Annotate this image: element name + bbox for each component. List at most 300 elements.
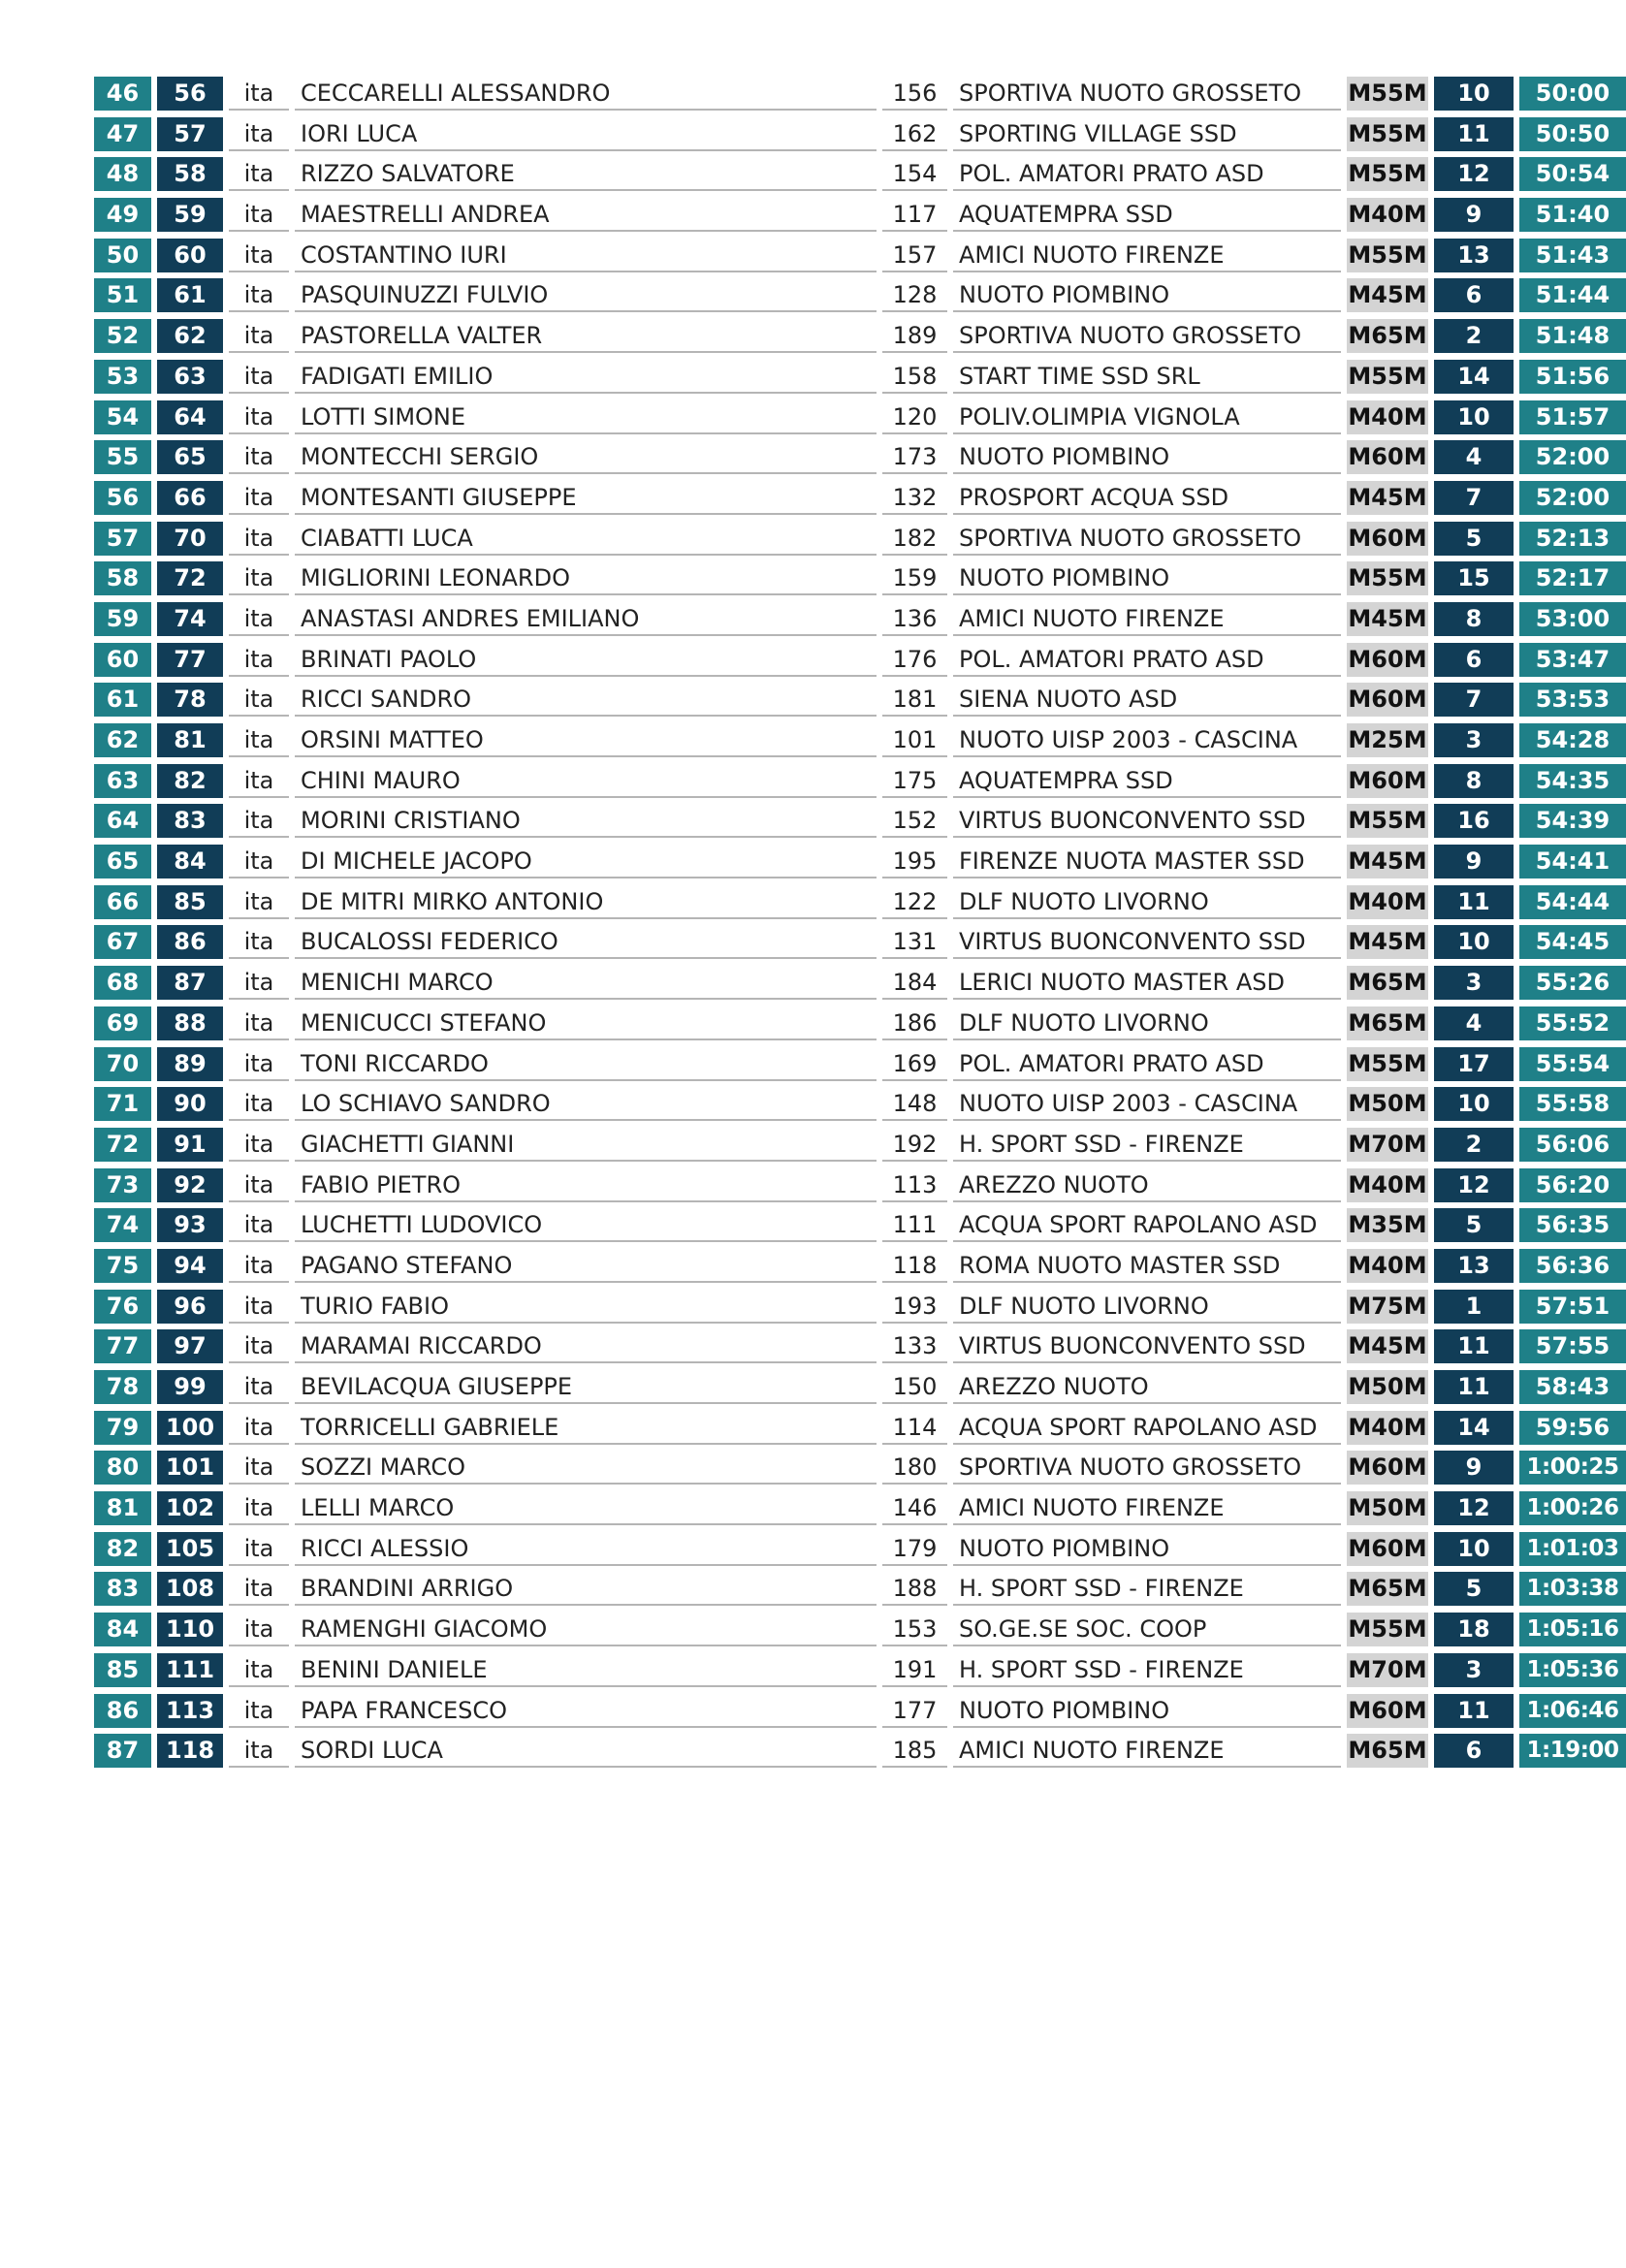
finish-time: 51:48 (1519, 319, 1626, 353)
athlete-name: BRANDINI ARRIGO (295, 1572, 877, 1606)
category: M65M (1347, 1572, 1428, 1606)
team-name: SPORTIVA NUOTO GROSSETO (953, 319, 1341, 353)
result-row (94, 599, 1610, 640)
athlete-name: IORI LUCA (295, 117, 877, 151)
category-position: 10 (1434, 1532, 1514, 1566)
result-row (94, 1610, 1619, 1650)
nationality: ita (229, 1613, 289, 1646)
result-row (94, 275, 1610, 316)
bib-number: 100 (157, 1411, 223, 1445)
category-position: 17 (1434, 1047, 1514, 1081)
finish-time: 50:54 (1519, 157, 1626, 191)
team-code: 158 (882, 360, 947, 394)
team-code: 113 (882, 1168, 947, 1202)
bib-number: 91 (157, 1128, 223, 1162)
category-position: 1 (1434, 1290, 1514, 1324)
category: M55M (1347, 561, 1428, 595)
nationality: ita (229, 1694, 289, 1728)
athlete-name: MARAMAI RICCARDO (295, 1329, 877, 1363)
category-position: 7 (1434, 481, 1514, 515)
finish-time: 56:35 (1519, 1208, 1626, 1242)
nationality: ita (229, 643, 289, 677)
athlete-name: MONTECCHI SERGIO (295, 440, 877, 474)
category: M65M (1347, 1734, 1428, 1768)
overall-position: 66 (94, 885, 151, 919)
team-code: 195 (882, 845, 947, 878)
bib-number: 105 (157, 1532, 223, 1566)
finish-time: 51:56 (1519, 360, 1626, 394)
team-code: 193 (882, 1290, 947, 1324)
finish-time: 56:06 (1519, 1128, 1626, 1162)
bib-number: 93 (157, 1208, 223, 1242)
team-code: 114 (882, 1411, 947, 1445)
category: M60M (1347, 440, 1428, 474)
category: M45M (1347, 481, 1428, 515)
bib-number: 59 (157, 198, 223, 232)
team-code: 188 (882, 1572, 947, 1606)
athlete-name: TURIO FABIO (295, 1290, 877, 1324)
overall-position: 85 (94, 1653, 151, 1687)
athlete-name: BUCALOSSI FEDERICO (295, 925, 877, 959)
category-position: 6 (1434, 643, 1514, 677)
result-row (94, 437, 1610, 478)
team-name: ACQUA SPORT RAPOLANO ASD (953, 1208, 1341, 1242)
bib-number: 88 (157, 1006, 223, 1040)
team-name: PROSPORT ACQUA SSD (953, 481, 1341, 515)
category-position: 10 (1434, 400, 1514, 434)
category-position: 13 (1434, 1249, 1514, 1283)
bib-number: 57 (157, 117, 223, 151)
finish-time: 56:36 (1519, 1249, 1626, 1283)
category: M50M (1347, 1370, 1428, 1404)
team-name: DLF NUOTO LIVORNO (953, 1006, 1341, 1040)
bib-number: 86 (157, 925, 223, 959)
category: M50M (1347, 1491, 1428, 1525)
category: M60M (1347, 522, 1428, 556)
athlete-name: PASTORELLA VALTER (295, 319, 877, 353)
team-name: AQUATEMPRA SSD (953, 764, 1341, 798)
category: M45M (1347, 845, 1428, 878)
team-code: 189 (882, 319, 947, 353)
team-code: 186 (882, 1006, 947, 1040)
overall-position: 77 (94, 1329, 151, 1363)
finish-time: 59:56 (1519, 1411, 1626, 1445)
bib-number: 60 (157, 239, 223, 272)
result-row (94, 1084, 1610, 1125)
overall-position: 73 (94, 1168, 151, 1202)
nationality: ita (229, 723, 289, 757)
category: M55M (1347, 157, 1428, 191)
category-position: 6 (1434, 278, 1514, 312)
team-name: DLF NUOTO LIVORNO (953, 1290, 1341, 1324)
team-name: SPORTING VILLAGE SSD (953, 117, 1341, 151)
finish-time: 1:06:46 (1519, 1694, 1626, 1728)
category-position: 12 (1434, 1491, 1514, 1525)
finish-time: 57:51 (1519, 1290, 1626, 1324)
bib-number: 65 (157, 440, 223, 474)
overall-position: 87 (94, 1734, 151, 1768)
category-position: 7 (1434, 683, 1514, 717)
result-row (94, 559, 1610, 599)
finish-time: 54:41 (1519, 845, 1626, 878)
overall-position: 64 (94, 804, 151, 838)
category-position: 5 (1434, 522, 1514, 556)
finish-time: 55:58 (1519, 1087, 1626, 1121)
result-row (94, 1246, 1610, 1287)
team-code: 184 (882, 966, 947, 1000)
overall-position: 75 (94, 1249, 151, 1283)
bib-number: 72 (157, 561, 223, 595)
team-code: 175 (882, 764, 947, 798)
overall-position: 82 (94, 1532, 151, 1566)
category-position: 13 (1434, 239, 1514, 272)
category: M45M (1347, 602, 1428, 636)
finish-time: 1:05:16 (1519, 1613, 1626, 1646)
team-code: 176 (882, 643, 947, 677)
nationality: ita (229, 602, 289, 636)
result-row (94, 1488, 1619, 1529)
athlete-name: PASQUINUZZI FULVIO (295, 278, 877, 312)
athlete-name: LO SCHIAVO SANDRO (295, 1087, 877, 1121)
nationality: ita (229, 157, 289, 191)
finish-time: 1:00:25 (1519, 1451, 1626, 1485)
athlete-name: GIACHETTI GIANNI (295, 1128, 877, 1162)
bib-number: 99 (157, 1370, 223, 1404)
bib-number: 58 (157, 157, 223, 191)
result-row (94, 1125, 1610, 1166)
category: M60M (1347, 1532, 1428, 1566)
result-row (94, 922, 1610, 963)
category: M70M (1347, 1128, 1428, 1162)
team-name: H. SPORT SSD - FIRENZE (953, 1653, 1341, 1687)
bib-number: 78 (157, 683, 223, 717)
nationality: ita (229, 1087, 289, 1121)
category: M75M (1347, 1290, 1428, 1324)
finish-time: 54:35 (1519, 764, 1626, 798)
category-position: 10 (1434, 77, 1514, 111)
team-code: 146 (882, 1491, 947, 1525)
finish-time: 52:00 (1519, 440, 1626, 474)
category-position: 11 (1434, 1694, 1514, 1728)
result-row (94, 1044, 1610, 1085)
category-position: 18 (1434, 1613, 1514, 1646)
athlete-name: RICCI SANDRO (295, 683, 877, 717)
team-name: ACQUA SPORT RAPOLANO ASD (953, 1411, 1341, 1445)
finish-time: 57:55 (1519, 1329, 1626, 1363)
team-name: SPORTIVA NUOTO GROSSETO (953, 77, 1341, 111)
bib-number: 87 (157, 966, 223, 1000)
category: M40M (1347, 1249, 1428, 1283)
overall-position: 78 (94, 1370, 151, 1404)
category: M40M (1347, 885, 1428, 919)
team-name: NUOTO PIOMBINO (953, 440, 1341, 474)
overall-position: 50 (94, 239, 151, 272)
finish-time: 54:45 (1519, 925, 1626, 959)
team-name: AMICI NUOTO FIRENZE (953, 1734, 1341, 1768)
category: M65M (1347, 1006, 1428, 1040)
overall-position: 80 (94, 1451, 151, 1485)
overall-position: 58 (94, 561, 151, 595)
team-name: AREZZO NUOTO (953, 1370, 1341, 1404)
bib-number: 111 (157, 1653, 223, 1687)
category-position: 11 (1434, 117, 1514, 151)
nationality: ita (229, 1047, 289, 1081)
athlete-name: CIABATTI LUCA (295, 522, 877, 556)
category: M45M (1347, 278, 1428, 312)
bib-number: 85 (157, 885, 223, 919)
athlete-name: ORSINI MATTEO (295, 723, 877, 757)
category: M60M (1347, 643, 1428, 677)
team-code: 162 (882, 117, 947, 151)
category: M50M (1347, 1087, 1428, 1121)
overall-position: 49 (94, 198, 151, 232)
bib-number: 77 (157, 643, 223, 677)
team-name: SPORTIVA NUOTO GROSSETO (953, 522, 1341, 556)
category-position: 5 (1434, 1208, 1514, 1242)
overall-position: 63 (94, 764, 151, 798)
team-name: AMICI NUOTO FIRENZE (953, 602, 1341, 636)
finish-time: 58:43 (1519, 1370, 1626, 1404)
finish-time: 54:28 (1519, 723, 1626, 757)
athlete-name: PAGANO STEFANO (295, 1249, 877, 1283)
overall-position: 84 (94, 1613, 151, 1646)
athlete-name: RICCI ALESSIO (295, 1532, 877, 1566)
finish-time: 55:26 (1519, 966, 1626, 1000)
bib-number: 66 (157, 481, 223, 515)
category: M60M (1347, 683, 1428, 717)
nationality: ita (229, 1734, 289, 1768)
team-name: SIENA NUOTO ASD (953, 683, 1341, 717)
nationality: ita (229, 278, 289, 312)
team-name: ROMA NUOTO MASTER SSD (953, 1249, 1341, 1283)
overall-position: 55 (94, 440, 151, 474)
category-position: 8 (1434, 602, 1514, 636)
category-position: 15 (1434, 561, 1514, 595)
nationality: ita (229, 925, 289, 959)
bib-number: 90 (157, 1087, 223, 1121)
result-row (94, 882, 1610, 923)
category-position: 10 (1434, 925, 1514, 959)
overall-position: 76 (94, 1290, 151, 1324)
athlete-name: SORDI LUCA (295, 1734, 877, 1768)
category: M55M (1347, 239, 1428, 272)
result-row (94, 74, 1610, 114)
team-code: 128 (882, 278, 947, 312)
category-position: 12 (1434, 1168, 1514, 1202)
team-name: AREZZO NUOTO (953, 1168, 1341, 1202)
category: M55M (1347, 804, 1428, 838)
bib-number: 108 (157, 1572, 223, 1606)
result-row (94, 195, 1610, 236)
category: M55M (1347, 77, 1428, 111)
nationality: ita (229, 319, 289, 353)
nationality: ita (229, 764, 289, 798)
overall-position: 71 (94, 1087, 151, 1121)
team-name: DLF NUOTO LIVORNO (953, 885, 1341, 919)
nationality: ita (229, 1006, 289, 1040)
team-code: 169 (882, 1047, 947, 1081)
bib-number: 97 (157, 1329, 223, 1363)
nationality: ita (229, 481, 289, 515)
finish-time: 56:20 (1519, 1168, 1626, 1202)
overall-position: 52 (94, 319, 151, 353)
team-code: 153 (882, 1613, 947, 1646)
nationality: ita (229, 845, 289, 878)
team-name: VIRTUS BUONCONVENTO SSD (953, 804, 1341, 838)
finish-time: 55:52 (1519, 1006, 1626, 1040)
category: M45M (1347, 925, 1428, 959)
team-name: AMICI NUOTO FIRENZE (953, 1491, 1341, 1525)
category: M60M (1347, 1451, 1428, 1485)
category: M25M (1347, 723, 1428, 757)
category: M60M (1347, 764, 1428, 798)
overall-position: 61 (94, 683, 151, 717)
category: M70M (1347, 1653, 1428, 1687)
category-position: 3 (1434, 966, 1514, 1000)
athlete-name: RIZZO SALVATORE (295, 157, 877, 191)
result-row (94, 357, 1610, 398)
nationality: ita (229, 1290, 289, 1324)
team-name: POLIV.OLIMPIA VIGNOLA (953, 400, 1341, 434)
category: M40M (1347, 198, 1428, 232)
category-position: 3 (1434, 723, 1514, 757)
category-position: 2 (1434, 1128, 1514, 1162)
category-position: 11 (1434, 885, 1514, 919)
athlete-name: LELLI MARCO (295, 1491, 877, 1525)
athlete-name: MONTESANTI GIUSEPPE (295, 481, 877, 515)
athlete-name: MENICUCCI STEFANO (295, 1006, 877, 1040)
team-name: AMICI NUOTO FIRENZE (953, 239, 1341, 272)
overall-position: 86 (94, 1694, 151, 1728)
team-name: H. SPORT SSD - FIRENZE (953, 1572, 1341, 1606)
bib-number: 63 (157, 360, 223, 394)
bib-number: 110 (157, 1613, 223, 1646)
team-code: 173 (882, 440, 947, 474)
finish-time: 52:00 (1519, 481, 1626, 515)
team-code: 148 (882, 1087, 947, 1121)
athlete-name: MAESTRELLI ANDREA (295, 198, 877, 232)
finish-time: 50:50 (1519, 117, 1626, 151)
result-row (94, 1529, 1619, 1570)
athlete-name: COSTANTINO IURI (295, 239, 877, 272)
team-code: 159 (882, 561, 947, 595)
athlete-name: MENICHI MARCO (295, 966, 877, 1000)
nationality: ita (229, 1491, 289, 1525)
team-code: 118 (882, 1249, 947, 1283)
athlete-name: MIGLIORINI LEONARDO (295, 561, 877, 595)
athlete-name: DI MICHELE JACOPO (295, 845, 877, 878)
athlete-name: CHINI MAURO (295, 764, 877, 798)
overall-position: 54 (94, 400, 151, 434)
nationality: ita (229, 1451, 289, 1485)
category-position: 9 (1434, 1451, 1514, 1485)
result-row (94, 1408, 1610, 1449)
bib-number: 84 (157, 845, 223, 878)
team-name: SPORTIVA NUOTO GROSSETO (953, 1451, 1341, 1485)
category-position: 3 (1434, 1653, 1514, 1687)
overall-position: 70 (94, 1047, 151, 1081)
finish-time: 50:00 (1519, 77, 1626, 111)
category-position: 14 (1434, 1411, 1514, 1445)
result-row (94, 478, 1610, 519)
overall-position: 74 (94, 1208, 151, 1242)
overall-position: 60 (94, 643, 151, 677)
team-name: AQUATEMPRA SSD (953, 198, 1341, 232)
result-row (94, 1004, 1610, 1044)
finish-time: 53:47 (1519, 643, 1626, 677)
result-row (94, 316, 1610, 357)
overall-position: 72 (94, 1128, 151, 1162)
result-row (94, 842, 1610, 882)
finish-time: 51:57 (1519, 400, 1626, 434)
nationality: ita (229, 77, 289, 111)
athlete-name: ANASTASI ANDRES EMILIANO (295, 602, 877, 636)
athlete-name: BEVILACQUA GIUSEPPE (295, 1370, 877, 1404)
nationality: ita (229, 1168, 289, 1202)
result-row (94, 154, 1610, 195)
overall-position: 67 (94, 925, 151, 959)
result-row (94, 398, 1610, 438)
category: M40M (1347, 1411, 1428, 1445)
overall-position: 57 (94, 522, 151, 556)
category-position: 5 (1434, 1572, 1514, 1606)
nationality: ita (229, 440, 289, 474)
category-position: 9 (1434, 198, 1514, 232)
category-position: 12 (1434, 157, 1514, 191)
nationality: ita (229, 1653, 289, 1687)
result-row (94, 236, 1610, 276)
team-name: VIRTUS BUONCONVENTO SSD (953, 925, 1341, 959)
nationality: ita (229, 1370, 289, 1404)
bib-number: 82 (157, 764, 223, 798)
finish-time: 53:53 (1519, 683, 1626, 717)
nationality: ita (229, 198, 289, 232)
bib-number: 102 (157, 1491, 223, 1525)
overall-position: 47 (94, 117, 151, 151)
nationality: ita (229, 1208, 289, 1242)
team-name: NUOTO UISP 2003 - CASCINA (953, 1087, 1341, 1121)
nationality: ita (229, 400, 289, 434)
finish-time: 53:00 (1519, 602, 1626, 636)
result-row (94, 1650, 1619, 1691)
bib-number: 92 (157, 1168, 223, 1202)
athlete-name: PAPA FRANCESCO (295, 1694, 877, 1728)
overall-position: 81 (94, 1491, 151, 1525)
result-row (94, 1166, 1610, 1206)
team-name: SO.GE.SE SOC. COOP (953, 1613, 1341, 1646)
category: M35M (1347, 1208, 1428, 1242)
result-row (94, 963, 1610, 1004)
finish-time: 1:19:00 (1519, 1734, 1626, 1768)
category-position: 4 (1434, 440, 1514, 474)
category-position: 11 (1434, 1370, 1514, 1404)
finish-time: 1:01:03 (1519, 1532, 1626, 1566)
overall-position: 53 (94, 360, 151, 394)
category-position: 16 (1434, 804, 1514, 838)
bib-number: 81 (157, 723, 223, 757)
category-position: 6 (1434, 1734, 1514, 1768)
nationality: ita (229, 683, 289, 717)
category: M55M (1347, 1613, 1428, 1646)
athlete-name: BRINATI PAOLO (295, 643, 877, 677)
athlete-name: DE MITRI MIRKO ANTONIO (295, 885, 877, 919)
overall-position: 56 (94, 481, 151, 515)
finish-time: 51:40 (1519, 198, 1626, 232)
bib-number: 89 (157, 1047, 223, 1081)
bib-number: 101 (157, 1451, 223, 1485)
team-code: 179 (882, 1532, 947, 1566)
bib-number: 61 (157, 278, 223, 312)
